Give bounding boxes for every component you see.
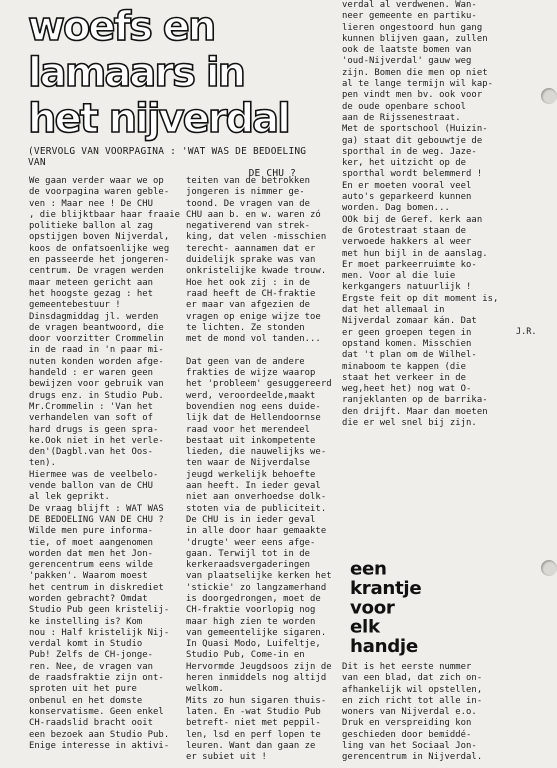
headline-line1: woefs en [28, 4, 215, 50]
subheading [28, 146, 328, 179]
headline-line2: lamaars in [28, 50, 245, 96]
krantje-line5: handje [350, 636, 418, 658]
article-column-2: teiten van de betrokken jongeren is nimmer ge- toond. De vragen van de CHU aan b. en w. waren zó negativerend van strek- king, dat velen -misschien terecht- aannamen dat er duidelijk sprake was van onkristelijke kwade trouw. Hoe het ook zij : in de raad heeft de CH-fraktie er maar van afgezien de vragen op enige wijze toe te lichten. Ze stonden met de mond vol tanden... Dat geen van de andere frakties de wijze waarop het 'probleem' gesuggereerd werd, veroordeelde,maakt bovendien nog eens duide- lijk dat de Hellendoornse raad voor het merendeel bestaat uit inkompetente lieden, die nauwelijks we- ten waar de Nijverdalse jeugd werkelijk behoefte aan heeft. In ieder geval niet aan onverhoedse dolk- stoten via de publiciteit. De CHU is in ieder geval in alle door haar gemaakte 'drugte' weer eens afge- gaan. Terwijl tot in de kerkeraadsvergaderingen van plaatselijke kerken het 'stickie' zo langzamerhand is doorgedrongen, moet de CH-fraktie voorlopig nog maar high zien te worden van gemeentelijke sigaren. In Quasi Modo, Luifeltje, Studio Pub, Come-in en Hervormde Jeugdsoos zijn de heren inmiddels nog altijd welkom. Mits zo hun sigaren thuis- laten. En -wat Studio Pub betreft- niet met peppil- len, lsd en perf lopen te leuren. Want dan gaan ze er subiet uit ! [186, 176, 332, 763]
krantje-line3: voor [350, 597, 395, 619]
subheading-line2: DE CHU ? [248, 168, 296, 179]
article-column-1: We gaan verder waar we op de voorpagina waren geble- ven : Maar nee ! De CHU , die blijktbaar haar fraaie politieke ballon al zag opstijgen boven Nijverdal, koos de onfatsoenlijke weg en passeerde het jongeren- centrum. De vragen werden maar meteen gericht aan het hoogste gezag : het gemeentebestuur ! Dinsdagmiddag jl. werden de vragen beantwoord, die door voorzitter Crommelin in de raad in 'n paar mi- nuten konden worden afge- handeld : er waren geen bewijzen voor gebruik van drugs enz. in Studio Pub. Mr.Crommelin : 'Van het verhandelen van soft of hard drugs is geen spra- ke.Ook niet in het verle- den'(Dagbl.van het Oos- ten). Hiermee was de veelbelo- vende ballon van de CHU al lek geprikt. De vraag blijft : WAT WAS DE BEDOELING VAN DE CHU ? Wilde men pure informa- tie, of moet aangenomen worden dat men het Jon- gerencentrum eens wilde 'pakken'. Waarom moest het centrum in diskrediet worden gebracht? Omdat Studio Pub geen kristelij- ke instelling is? Kom nou : Half kristelijk Nij- verdal komt in Studio Pub! Zelfs de CH-jonge- ren. Nee, de vragen van de raadsfraktie zijn ont- sproten uit het pure onbenul en het domste konservatisme. Geen enkel CH-raadslid bracht ooit een bezoek aan Studio Pub. Enige interesse in aktivi- [29, 176, 181, 751]
krantje-heading [350, 560, 550, 660]
headline [0, 0, 320, 150]
author-initials: J.R. [516, 327, 537, 337]
krantje-line1: een [350, 560, 387, 580]
article-column-3: verdal al verdwenen. Wan- neer gemeente en partiku- lieren ongestoord hun gang kunnen blijven gaan, zullen ook de laatste bomen van 'oud-Nijverdal' gauw weg zijn. Bomen die men op niet al te lange termijn wil kap- pen vindt men bv. ook voor de oude openbare school aan de Rijssenestraat. Met de sportschool (Huizin- ga) staat dit gebouwtje de sporthal in de weg. Jaze- ker, het uitzicht op de sporthal wordt belemmerd ! En er moeten vooral veel auto's geparkeerd kunnen worden. Dag bomen... OOk bij de Geref. kerk aan de Grotestraat staan de verwoede hakkers al weer met hun bijl in de aanslag. Er moet parkeerruimte ko- men. Voor al die luie kerkgangers natuurlijk ! Ergste feit op dit moment is, dat het allemaal in Nijverdal zomaar kán. Dat er geen groepen tegen in opstand komen. Misschien dat 't plan om de Wilhel- minaboom te kappen (die staat het verkeer in de weg,heet het) nog wat O- ranjeklanten op de barrika- den drijft. Maar dan moeten die er wel snel bij zijn. [342, 0, 499, 428]
headline-line3: het nijverdal [28, 96, 289, 142]
krantje-line4: elk [350, 616, 380, 638]
intro-paragraph: Dit is het eerste nummer van een blad, dat zich on- afhankelijk wil opstellen, en zich richt tot alle in- woners van Nijverdal e.o. Druk en verspreiding kon geschieden door bemiddé- ling van het Sociaal Jon- gerencentrum in Nijverdal. [342, 662, 483, 763]
krantje-line2: krantje [350, 577, 422, 599]
subheading-line1: (VERVOLG VAN VOORPAGINA : 'WAT WAS DE BEDOELING VAN [28, 146, 307, 168]
